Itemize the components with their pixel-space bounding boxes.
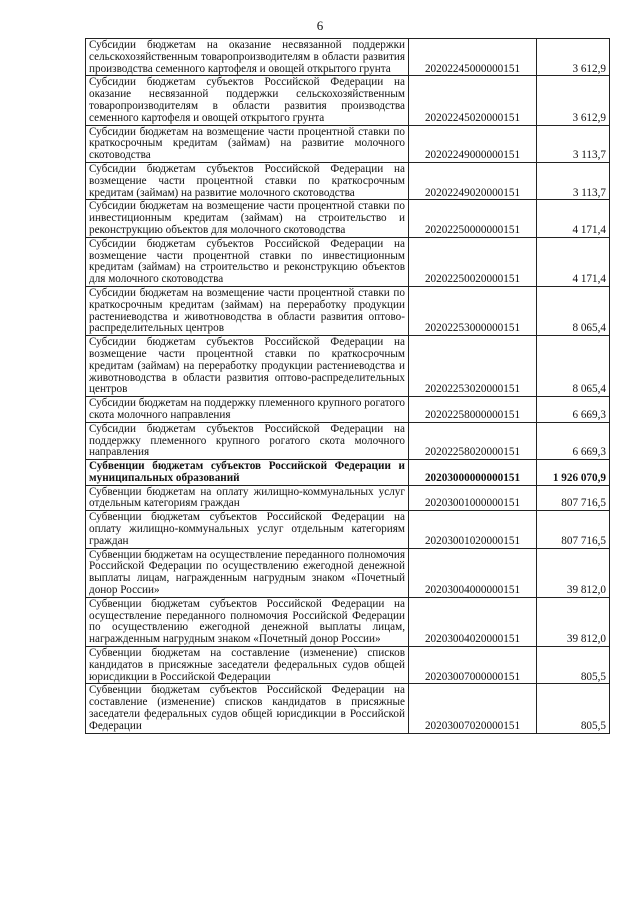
- row-amount: 807 716,5: [537, 485, 610, 511]
- row-name: Субсидии бюджетам субъектов Российской Федерации на оказание несвязанной поддержки сельскохозяйственным товаропроизводителям в области развития производства семенного картофеля и овощей открытого грунта: [86, 76, 409, 125]
- row-amount: 6 669,3: [537, 422, 610, 459]
- row-amount: 807 716,5: [537, 511, 610, 548]
- table-row: [86, 125, 610, 162]
- table-row: [86, 162, 610, 199]
- table-row: [86, 286, 610, 335]
- row-code: 20203001020000151: [409, 511, 537, 548]
- row-name: Субсидии бюджетам на возмещение части процентной ставки по инвестиционным кредитам (займам) на строительство и реконструкцию объектов для молочного скотоводства: [86, 200, 409, 237]
- row-code: 20202245000000151: [409, 39, 537, 76]
- table-row: [86, 684, 610, 733]
- row-name: Субвенции бюджетам на составление (изменение) списков кандидатов в присяжные заседатели федеральных судов общей юрисдикции в Российской Федерации: [86, 647, 409, 684]
- row-name: Субвенции бюджетам на оплату жилищно-коммунальных услуг отдельным категориям граждан: [86, 485, 409, 511]
- row-amount: 3 113,7: [537, 162, 610, 199]
- table-row: [86, 511, 610, 548]
- page-number: 6: [316, 18, 324, 33]
- row-amount: 6 669,3: [537, 397, 610, 423]
- row-code: 20203007020000151: [409, 684, 537, 733]
- row-name: Субсидии бюджетам субъектов Российской Федерации на поддержку племенного крупного рогатого скота молочного направления: [86, 422, 409, 459]
- row-amount: 805,5: [537, 684, 610, 733]
- row-code: 20202250020000151: [409, 237, 537, 286]
- table-row: [86, 397, 610, 423]
- row-amount: 3 612,9: [537, 39, 610, 76]
- budget-table: [85, 38, 610, 734]
- row-code: 20203007000000151: [409, 647, 537, 684]
- table-body: [86, 39, 610, 734]
- table-row: [86, 200, 610, 237]
- row-name: Субсидии бюджетам субъектов Российской Федерации на возмещение части процентной ставки по краткосрочным кредитам (займам) на развитие молочного скотоводства: [86, 162, 409, 199]
- row-name: Субвенции бюджетам субъектов Российской Федерации и муниципальных образований: [86, 460, 409, 486]
- table-row: [86, 548, 610, 597]
- table-row: [86, 597, 610, 646]
- row-code: 20203001000000151: [409, 485, 537, 511]
- row-amount: 39 812,0: [537, 548, 610, 597]
- row-amount: 8 065,4: [537, 286, 610, 335]
- row-code: 20202258020000151: [409, 422, 537, 459]
- row-code: 20202245020000151: [409, 76, 537, 125]
- row-code: 20202253020000151: [409, 336, 537, 397]
- row-amount: 4 171,4: [537, 200, 610, 237]
- row-code: 20203004020000151: [409, 597, 537, 646]
- row-code: 20202253000000151: [409, 286, 537, 335]
- row-amount: 39 812,0: [537, 597, 610, 646]
- table-row: [86, 460, 610, 486]
- row-name: Субсидии бюджетам на поддержку племенного крупного рогатого скота молочного направления: [86, 397, 409, 423]
- table-row: [86, 39, 610, 76]
- row-code: 20202250000000151: [409, 200, 537, 237]
- table-row: [86, 422, 610, 459]
- row-amount: 3 113,7: [537, 125, 610, 162]
- table-row: [86, 76, 610, 125]
- table-row: [86, 485, 610, 511]
- row-name: Субсидии бюджетам на возмещение части процентной ставки по краткосрочным кредитам (займам) на переработку продукции растениеводства и животноводства в области развития оптово-распределительных центров: [86, 286, 409, 335]
- row-code: 20203004000000151: [409, 548, 537, 597]
- row-name: Субсидии бюджетам на оказание несвязанной поддержки сельскохозяйственным товаропроизводителям в области развития производства семенного картофеля и овощей открытого грунта: [86, 39, 409, 76]
- row-name: Субвенции бюджетам субъектов Российской Федерации на осуществление переданного полномочия Российской Федерации по осуществлению ежегодной денежной выплаты лицам, награжденным нагрудным знаком «Почетный донор России»: [86, 597, 409, 646]
- row-amount: 805,5: [537, 647, 610, 684]
- row-name: Субсидии бюджетам субъектов Российской Федерации на возмещение части процентной ставки по инвестиционным кредитам (займам) на строительство и реконструкцию объектов для молочного скотоводства: [86, 237, 409, 286]
- table-row: [86, 336, 610, 397]
- row-amount: 1 926 070,9: [537, 460, 610, 486]
- row-code: 20202249020000151: [409, 162, 537, 199]
- row-name: Субвенции бюджетам субъектов Российской Федерации на оплату жилищно-коммунальных услуг отдельным категориям граждан: [86, 511, 409, 548]
- row-amount: 4 171,4: [537, 237, 610, 286]
- row-code: 20202249000000151: [409, 125, 537, 162]
- row-name: Субсидии бюджетам субъектов Российской Федерации на возмещение части процентной ставки по краткосрочным кредитам (займам) на переработку продукции растениеводства и животноводства в области развития оптово-распределительных центров: [86, 336, 409, 397]
- table-row: [86, 647, 610, 684]
- row-name: Субвенции бюджетам на осуществление переданного полномочия Российской Федерации по осуществлению ежегодной денежной выплаты лицам, награжденным нагрудным знаком «Почетный донор России»: [86, 548, 409, 597]
- row-code: 20202258000000151: [409, 397, 537, 423]
- row-name: Субвенции бюджетам субъектов Российской Федерации на составление (изменение) списков кандидатов в присяжные заседатели федеральных судов общей юрисдикции в Российской Федерации: [86, 684, 409, 733]
- row-name: Субсидии бюджетам на возмещение части процентной ставки по краткосрочным кредитам (займам) на развитие молочного скотоводства: [86, 125, 409, 162]
- row-amount: 8 065,4: [537, 336, 610, 397]
- table-row: [86, 237, 610, 286]
- row-amount: 3 612,9: [537, 76, 610, 125]
- row-code: 20203000000000151: [409, 460, 537, 486]
